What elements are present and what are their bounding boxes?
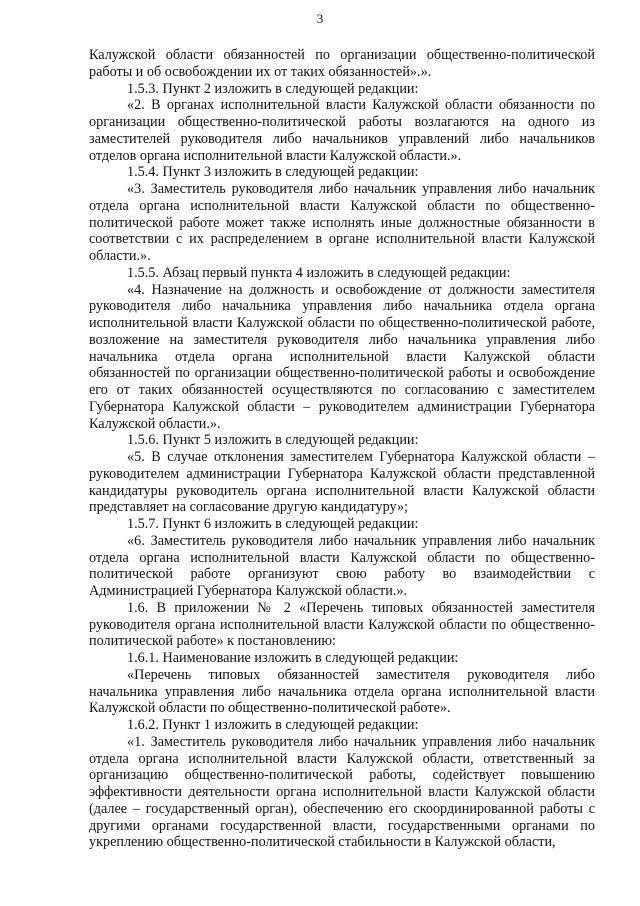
paragraph: «4. Назначение на должность и освобождение от должности заместителя руководителя либо начальника управления либо начальника отдела органа исполнительной власти Калужской области по общественно-политической работе, возложение на заместителя руководителя либо начальника управления либо начальника отдела органа исполнительной власти Калужской области обязанностей по организации общественно-политической работы и освобождение его от таких обязанностей осуществляются по согласованию с заместителем Губернатора Калужской области – руководителем администрации Губернатора Калужской области.». xyxy=(89,281,595,432)
document-body xyxy=(89,47,595,851)
page-number: 3 xyxy=(316,11,324,26)
paragraph: Калужской области обязанностей по организации общественно-политической работы и об освобождении их от таких обязанностей».». xyxy=(89,47,595,80)
paragraph: 1.6.1. Наименование изложить в следующей редакции: xyxy=(127,650,459,666)
paragraph: 1.5.4. Пункт 3 изложить в следующей редакции: xyxy=(127,164,419,181)
paragraph: «6. Заместитель руководителя либо начальник управления либо начальник отдела органа исполнительной власти Калужской области по общественно-политической работе организуют свою работу во взаимодействии с Администрацией Губернатора Калужской области.». xyxy=(89,532,595,599)
paragraph: «3. Заместитель руководителя либо начальник управления либо начальник отдела органа исполнительной власти Калужской области по общественно-политической работе может также исполнять иные должностные обязанности в соответствии с их распределением в органе исполнительной власти Калужской области.». xyxy=(89,181,595,264)
paragraph: 1.6. В приложении № 2 «Перечень типовых обязанностей заместителя руководителя органа исполнительной власти Калужской области по общественно-политической работе» к постановлению: xyxy=(89,599,595,650)
paragraph: «5. В случае отклонения заместителем Губернатора Калужской области – руководителем администрации Губернатора Калужской области представленной кандидатуры руководитель органа исполнительной власти Калужской области представляет на согласование другую кандидатуру»; xyxy=(89,449,595,516)
paragraph: «1. Заместитель руководителя либо начальник управления либо начальник отдела органа исполнительной власти Калужской области, ответственный за организацию общественно-политической работы, содействует повышению эффективности деятельности органа исполнительной власти Калужской области (далее – государственный орган), обеспечению его скоординированной работы с другими органами государственной власти, государственными органами по укреплению общественно-политической стабильности в Калужской области, xyxy=(89,733,595,851)
paragraph: 1.5.7. Пункт 6 изложить в следующей редакции: xyxy=(127,516,419,532)
paragraph: 1.5.3. Пункт 2 изложить в следующей редакции: xyxy=(127,80,419,97)
paragraph: 1.5.6. Пункт 5 изложить в следующей редакции: xyxy=(127,432,419,449)
paragraph: «Перечень типовых обязанностей заместителя руководителя либо начальника управления либо начальника отдела органа исполнительной власти Калужской области по общественно-политической работе». xyxy=(89,666,595,717)
paragraph: 1.6.2. Пункт 1 изложить в следующей редакции: xyxy=(127,717,419,733)
paragraph: 1.5.5. Абзац первый пункта 4 изложить в следующей редакции: xyxy=(127,264,511,281)
paragraph: «2. В органах исполнительной власти Калужской области обязанности по организации общественно-политической работы возлагаются на одного из заместителей руководителя либо начальников управлений либо начальников отделов органа исполнительной власти Калужской области.». xyxy=(89,97,595,164)
